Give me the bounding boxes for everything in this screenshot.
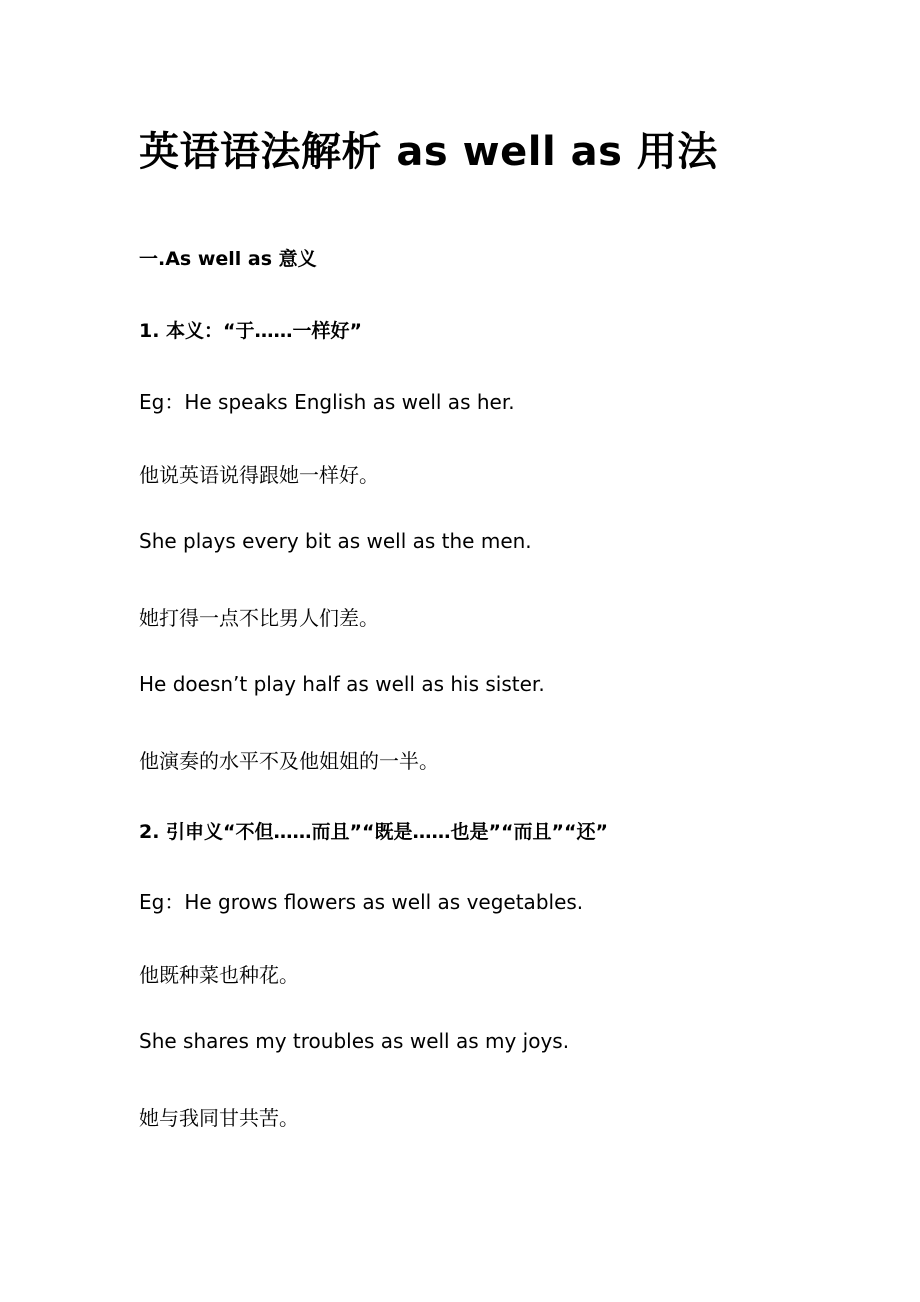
- example-translation: 他说英语说得跟她一样好。: [139, 463, 379, 487]
- example-translation: 他既种菜也种花。: [139, 963, 299, 987]
- section-heading: 一.As well as 意义: [139, 248, 317, 270]
- example-sentence: She plays every bit as well as the men.: [139, 529, 532, 553]
- example-translation: 他演奏的水平不及他姐姐的一半。: [139, 749, 439, 773]
- example-sentence: She shares my troubles as well as my joys.: [139, 1029, 570, 1053]
- example-sentence: Eg：He grows flowers as well as vegetables.: [139, 890, 584, 914]
- item-heading-literal-meaning: 1. 本义：“于……一样好”: [139, 320, 363, 342]
- item-heading-extended-meaning: 2. 引申义“不但……而且”“既是……也是”“而且”“还”: [139, 821, 608, 843]
- example-translation: 她与我同甘共苦。: [139, 1106, 299, 1130]
- document-title: 英语语法解析 as well as 用法: [139, 129, 718, 175]
- example-translation: 她打得一点不比男人们差。: [139, 606, 379, 630]
- example-sentence: He doesn’t play half as well as his sister.: [139, 672, 545, 696]
- example-sentence: Eg：He speaks English as well as her.: [139, 390, 515, 414]
